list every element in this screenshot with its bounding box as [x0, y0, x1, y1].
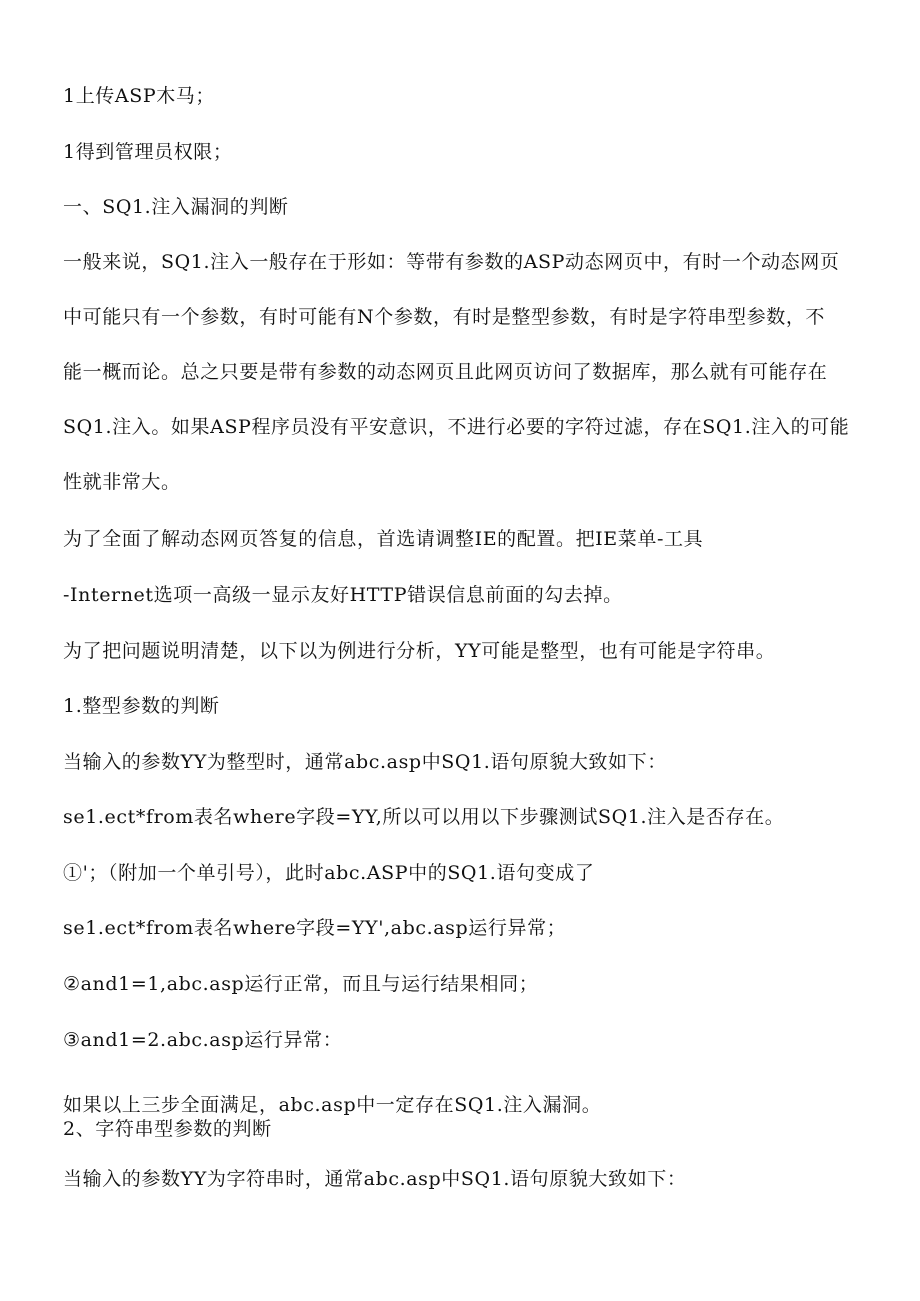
paragraph-line-8: 为了把问题说明清楚，以下以为例进行分析，YY可能是整型，也有可能是字符串。: [63, 640, 776, 662]
paragraph-line-4: SQ1.注入。如果ASP程序员没有平安意识，不进行必要的字符过滤，存在SQ1.注入的可能: [63, 416, 850, 438]
paragraph-line-5: 性就非常大。: [63, 471, 181, 493]
subheading-string-param: 2、字符串型参数的判断: [63, 1118, 272, 1140]
paragraph-line-1: 一般来说，SQ1.注入一般存在于形如：等带有参数的ASP动态网页中，有时一个动态网页: [63, 251, 840, 273]
text-line-1: 1上传ASP木马；: [63, 85, 216, 107]
code-line-1: se1.ect*from表名where字段=YY,所以可以用以下步骤测试SQ1.注入是否存在。: [63, 806, 785, 828]
paragraph-line-7: -Internet选项一高级一显示友好HTTP错误信息前面的勾去掉。: [63, 584, 623, 606]
step-2: ②and1=1,abc.asp运行正常，而且与运行结果相同；: [63, 973, 539, 995]
subheading-integer-param: 1.整型参数的判断: [63, 695, 220, 717]
text-line-2: 1得到管理员权限；: [63, 141, 233, 163]
code-line-2: se1.ect*from表名where字段=YY',abc.asp运行异常；: [63, 917, 567, 939]
paragraph-line-6: 为了全面了解动态网页答复的信息，首选请调整IE的配置。把IE菜单-工具: [63, 528, 704, 550]
paragraph-line-9: 当输入的参数YY为整型时，通常abc.asp中SQ1.语句原貌大致如下：: [63, 751, 667, 773]
paragraph-line-2: 中可能只有一个参数，有时可能有N个参数，有时是整型参数，有时是字符串型参数，不: [63, 306, 826, 328]
section-heading-1: 一、SQ1.注入漏洞的判断: [63, 196, 289, 218]
step-3: ③and1=2.abc.asp运行异常：: [63, 1029, 343, 1051]
paragraph-line-10: 如果以上三步全面满足，abc.asp中一定存在SQ1.注入漏洞。: [63, 1094, 602, 1116]
step-1: ①'；（附加一个单引号），此时abc.ASP中的SQ1.语句变成了: [63, 862, 595, 884]
paragraph-line-11: 当输入的参数YY为字符串时，通常abc.asp中SQ1.语句原貌大致如下：: [63, 1168, 687, 1190]
paragraph-line-3: 能一概而论。总之只要是带有参数的动态网页且此网页访问了数据库，那么就有可能存在: [63, 361, 828, 383]
